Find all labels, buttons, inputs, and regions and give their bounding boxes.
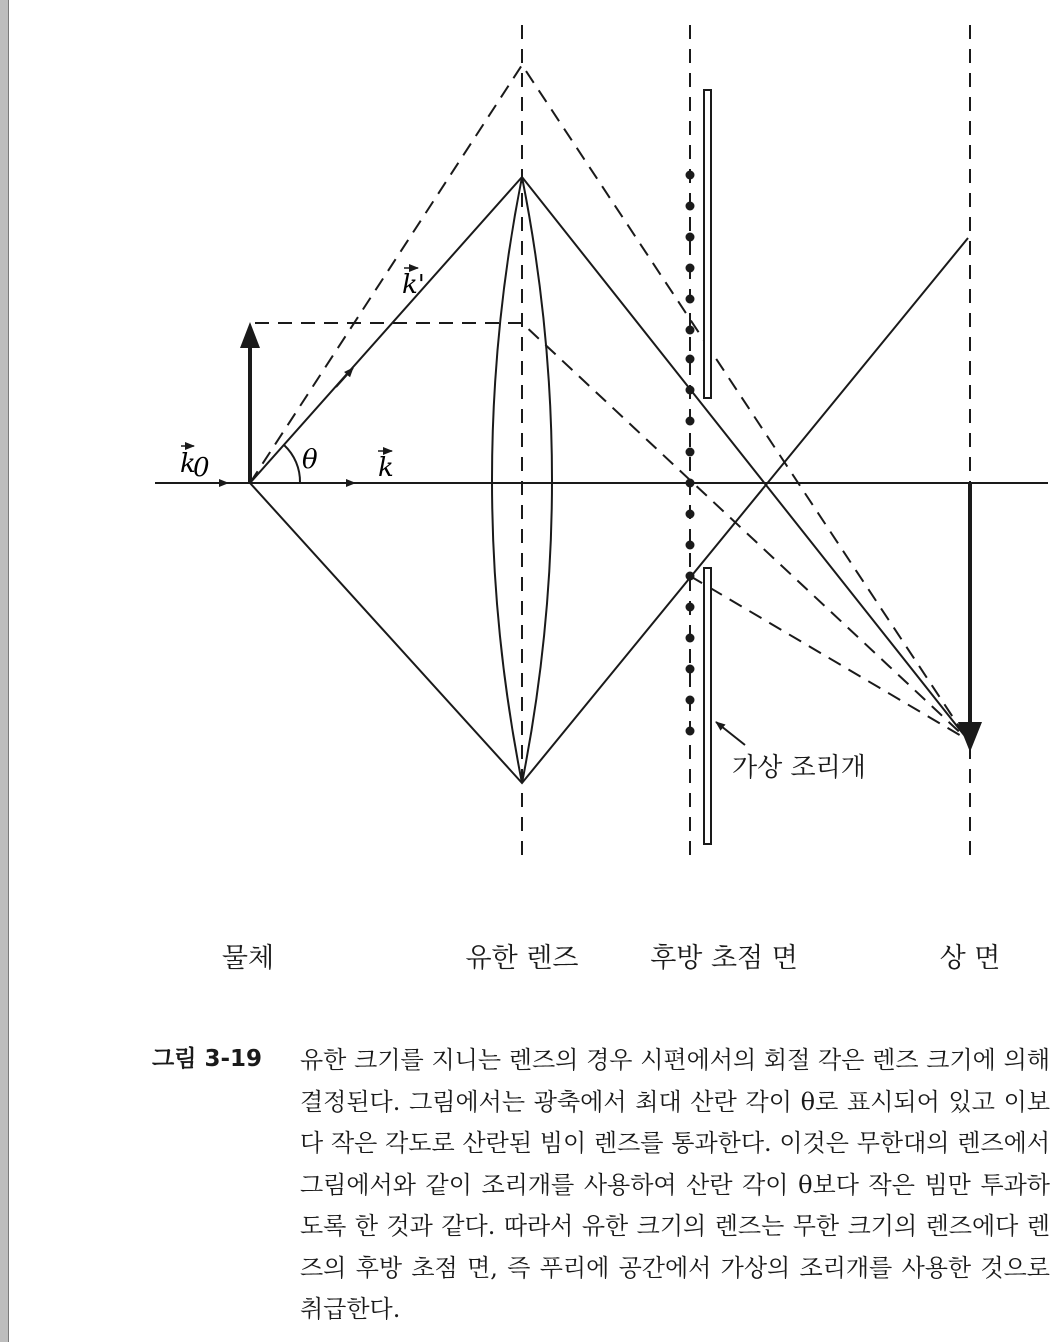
upper-ray-arrow [336,368,353,387]
label-k0 [180,446,210,483]
ray-lower-dashed [690,576,968,740]
aperture-lower-bar [704,568,711,844]
theta-arc [284,445,300,483]
aperture-label: 가상 조리개 [732,753,866,783]
svg-text:0: 0 [193,453,210,483]
svg-text:k: k [180,449,196,479]
figure-caption: 유한 크기를 지니는 렌즈의 경우 시편에서의 회절 각은 렌즈 크기에 의해 결정된다. 그림에서는 광축에서 최대 산란 각이 θ로 표시되어 있고 이보다 작은 각도로 산란된 빔이 렌즈를 통과한다. 이것은 무한대의 렌즈에서 그림에서와 같이 조리개를 사용하여 산란 각이 θ보다 작은 빔만 투과하도록 한 것과 같다. 따라서 유한 크기의 렌즈는 무한 크기의 렌즈에다 렌즈의 후방 초점 면, 즉 푸리에 공간에서 가상의 조리개를 사용한 것으로 취급한다. [300,1046,1050,1323]
svg-text:k: k [378,453,394,483]
figure-number: 그림 3-19 [152,1046,262,1072]
svg-text:k': k' [402,270,425,300]
aperture-pointer [716,722,745,745]
ray-parallel-dashed [255,323,968,740]
label-k-prime [402,268,425,300]
ray-lower [250,238,968,783]
label-theta: θ [302,445,318,475]
image-arrowhead [958,722,982,752]
aperture-upper-bar [704,90,711,398]
label-lens-plane: 유한 렌즈 [465,943,579,974]
label-k [378,451,394,483]
ray-kprime-dashed [250,65,968,740]
ray-upper [250,177,968,740]
object-arrowhead [240,322,260,348]
label-image-plane: 상 면 [939,943,1001,974]
label-back-focal-plane: 후방 초점 면 [650,943,798,974]
label-object-plane: 물체 [221,943,275,974]
